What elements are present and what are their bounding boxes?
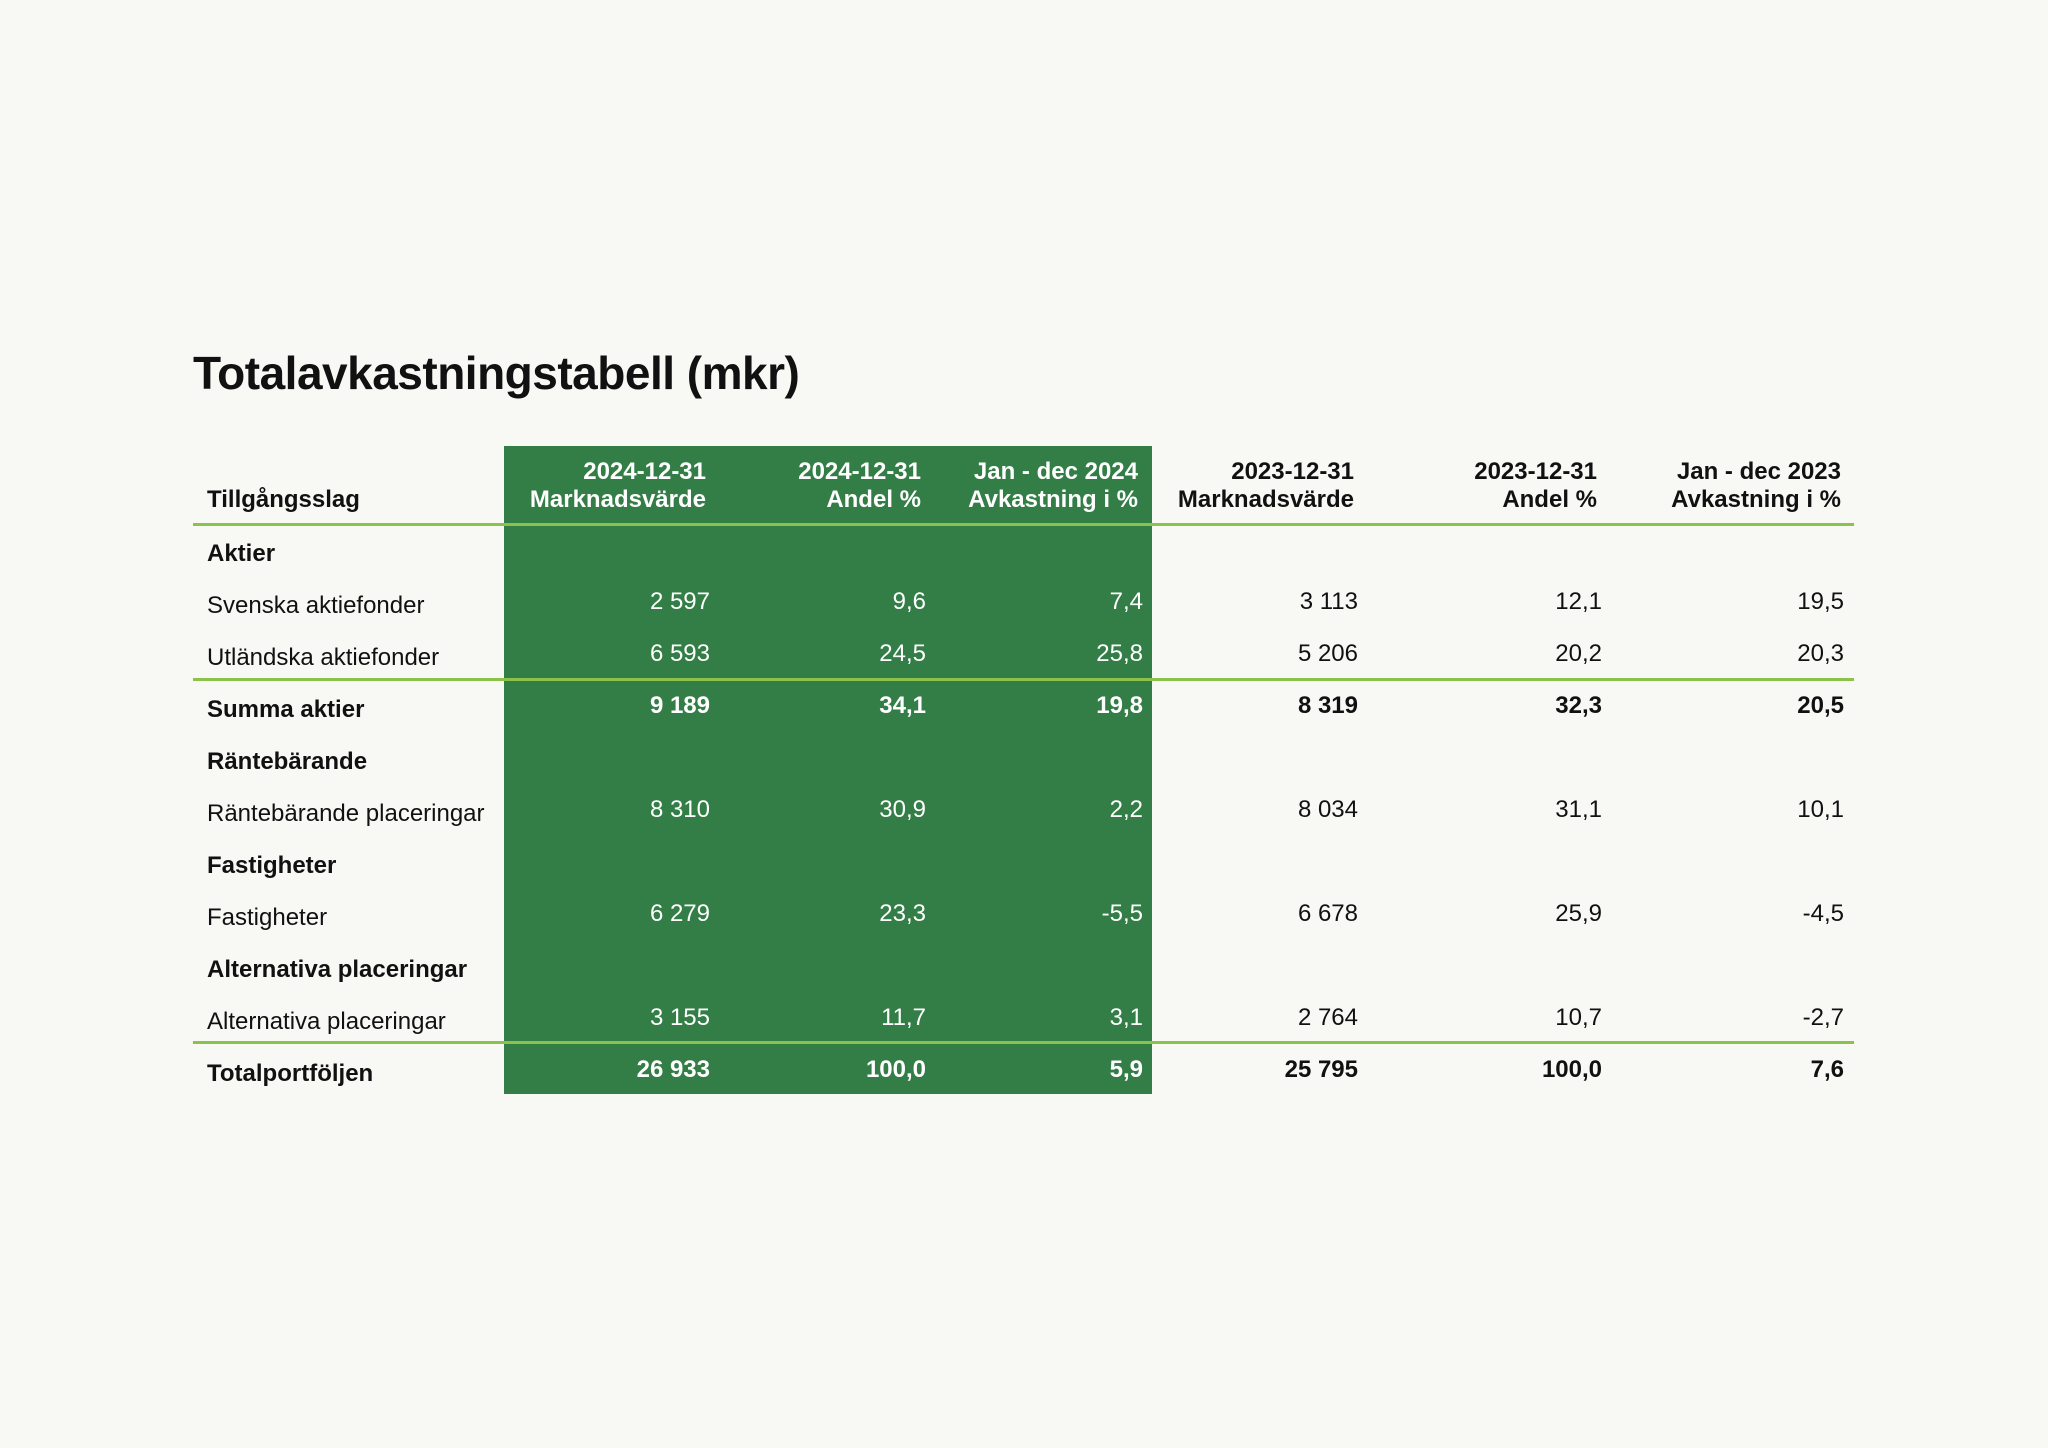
cell-2024-return: -5,5 <box>1101 900 1143 927</box>
header-asset-class-label: Tillgångsslag <box>207 486 360 513</box>
cell-2023-market-value: 8 319 <box>1297 692 1358 719</box>
table-row-fastigheter-section <box>0 840 2048 892</box>
row-label: Fastigheter <box>207 852 337 879</box>
cell-2023-market-value: 3 113 <box>1299 588 1358 615</box>
cell-2024-share: 24,5 <box>879 640 926 667</box>
cell-2023-return: -4,5 <box>1802 900 1844 927</box>
cell-2024-share: 30,9 <box>879 796 926 823</box>
cell-2023-return: 10,1 <box>1797 796 1844 823</box>
cell-2023-share: 12,1 <box>1555 588 1602 615</box>
cell-2023-market-value: 6 678 <box>1297 900 1358 927</box>
row-label: Alternativa placeringar <box>207 1008 446 1035</box>
cell-2023-return: -2,7 <box>1802 1004 1844 1031</box>
cell-2024-return: 3,1 <box>1109 1004 1143 1031</box>
row-label: Alternativa placeringar <box>207 956 468 983</box>
row-label: Räntebärande <box>207 748 368 775</box>
cell-2023-share: 25,9 <box>1555 900 1602 927</box>
cell-2024-return: 5,9 <box>1109 1056 1143 1083</box>
header-col-2024-return <box>940 458 1138 514</box>
row-label: Svenska aktiefonder <box>207 592 425 619</box>
cell-2024-market-value: 3 155 <box>649 1004 710 1031</box>
table-row-summa-aktier <box>0 684 2048 736</box>
cell-2023-return: 20,5 <box>1797 692 1844 719</box>
subtotal-rule <box>193 678 1854 681</box>
header-line-1: 2023-12-31 <box>1474 458 1597 485</box>
cell-2024-return: 25,8 <box>1096 640 1143 667</box>
cell-2024-share: 9,6 <box>892 588 926 615</box>
header-col-2023-market-value <box>1150 458 1354 514</box>
header-col-2024-share <box>760 458 921 514</box>
header-line-2: Avkastning i % <box>968 486 1138 513</box>
table-row-rantebarande <box>0 736 2048 788</box>
row-label: Utländska aktiefonder <box>207 644 440 671</box>
table-row-aktier <box>0 528 2048 580</box>
cell-2024-share: 23,3 <box>879 900 926 927</box>
cell-2024-market-value: 8 310 <box>649 796 710 823</box>
row-label: Summa aktier <box>207 696 365 723</box>
cell-2024-market-value: 2 597 <box>649 588 710 615</box>
header-col-2024-market-value <box>504 458 706 514</box>
cell-2024-share: 11,7 <box>881 1004 926 1031</box>
header-col-2023-share <box>1440 458 1597 514</box>
row-label: Totalportföljen <box>207 1060 374 1087</box>
cell-2023-return: 7,6 <box>1810 1056 1844 1083</box>
cell-2023-share: 32,3 <box>1555 692 1602 719</box>
header-line-2: Andel % <box>1502 486 1597 513</box>
header-line-2: Andel % <box>826 486 921 513</box>
cell-2023-market-value: 5 206 <box>1297 640 1358 667</box>
header-line-1: 2024-12-31 <box>798 458 921 485</box>
row-label: Fastigheter <box>207 904 328 931</box>
header-line-2: Avkastning i % <box>1671 486 1841 513</box>
header-line-2: Marknadsvärde <box>529 486 706 513</box>
table-row-utlandska-aktiefonder <box>0 632 2048 684</box>
table-row-fastigheter <box>0 892 2048 944</box>
cell-2024-return: 2,2 <box>1109 796 1143 823</box>
cell-2023-market-value: 25 795 <box>1284 1056 1358 1083</box>
table-row-svenska-aktiefonder <box>0 580 2048 632</box>
cell-2023-share: 20,2 <box>1555 640 1602 667</box>
cell-2023-market-value: 2 764 <box>1297 1004 1358 1031</box>
cell-2024-market-value: 6 593 <box>649 640 710 667</box>
cell-2024-return: 7,4 <box>1109 588 1143 615</box>
table-row-rantebarande-placeringar <box>0 788 2048 840</box>
page-title: Totalavkastningstabell (mkr) <box>193 347 800 399</box>
row-label: Aktier <box>207 540 276 567</box>
cell-2024-market-value: 9 189 <box>649 692 710 719</box>
cell-2023-share: 100,0 <box>1541 1056 1602 1083</box>
table-row-alternativa-section <box>0 944 2048 996</box>
cell-2023-market-value: 8 034 <box>1297 796 1358 823</box>
cell-2023-return: 19,5 <box>1797 588 1844 615</box>
table-row-totalportfoljen <box>0 1048 2048 1100</box>
cell-2024-share: 34,1 <box>879 692 926 719</box>
cell-2023-share: 10,7 <box>1555 1004 1602 1031</box>
row-label: Räntebärande placeringar <box>207 800 485 827</box>
cell-2023-share: 31,1 <box>1555 796 1602 823</box>
header-line-1: 2024-12-31 <box>583 458 706 485</box>
cell-2024-market-value: 26 933 <box>636 1056 710 1083</box>
header-col-2023-return <box>1640 458 1841 514</box>
cell-2024-share: 100,0 <box>865 1056 926 1083</box>
cell-2024-market-value: 6 279 <box>649 900 710 927</box>
header-line-2: Marknadsvärde <box>1177 486 1354 513</box>
header-rule <box>193 523 1854 526</box>
header-line-1: Jan - dec 2024 <box>973 458 1138 485</box>
cell-2023-return: 20,3 <box>1797 640 1844 667</box>
total-rule <box>193 1041 1854 1044</box>
cell-2024-return: 19,8 <box>1096 692 1143 719</box>
header-line-1: 2023-12-31 <box>1231 458 1354 485</box>
header-line-1: Jan - dec 2023 <box>1676 458 1841 485</box>
